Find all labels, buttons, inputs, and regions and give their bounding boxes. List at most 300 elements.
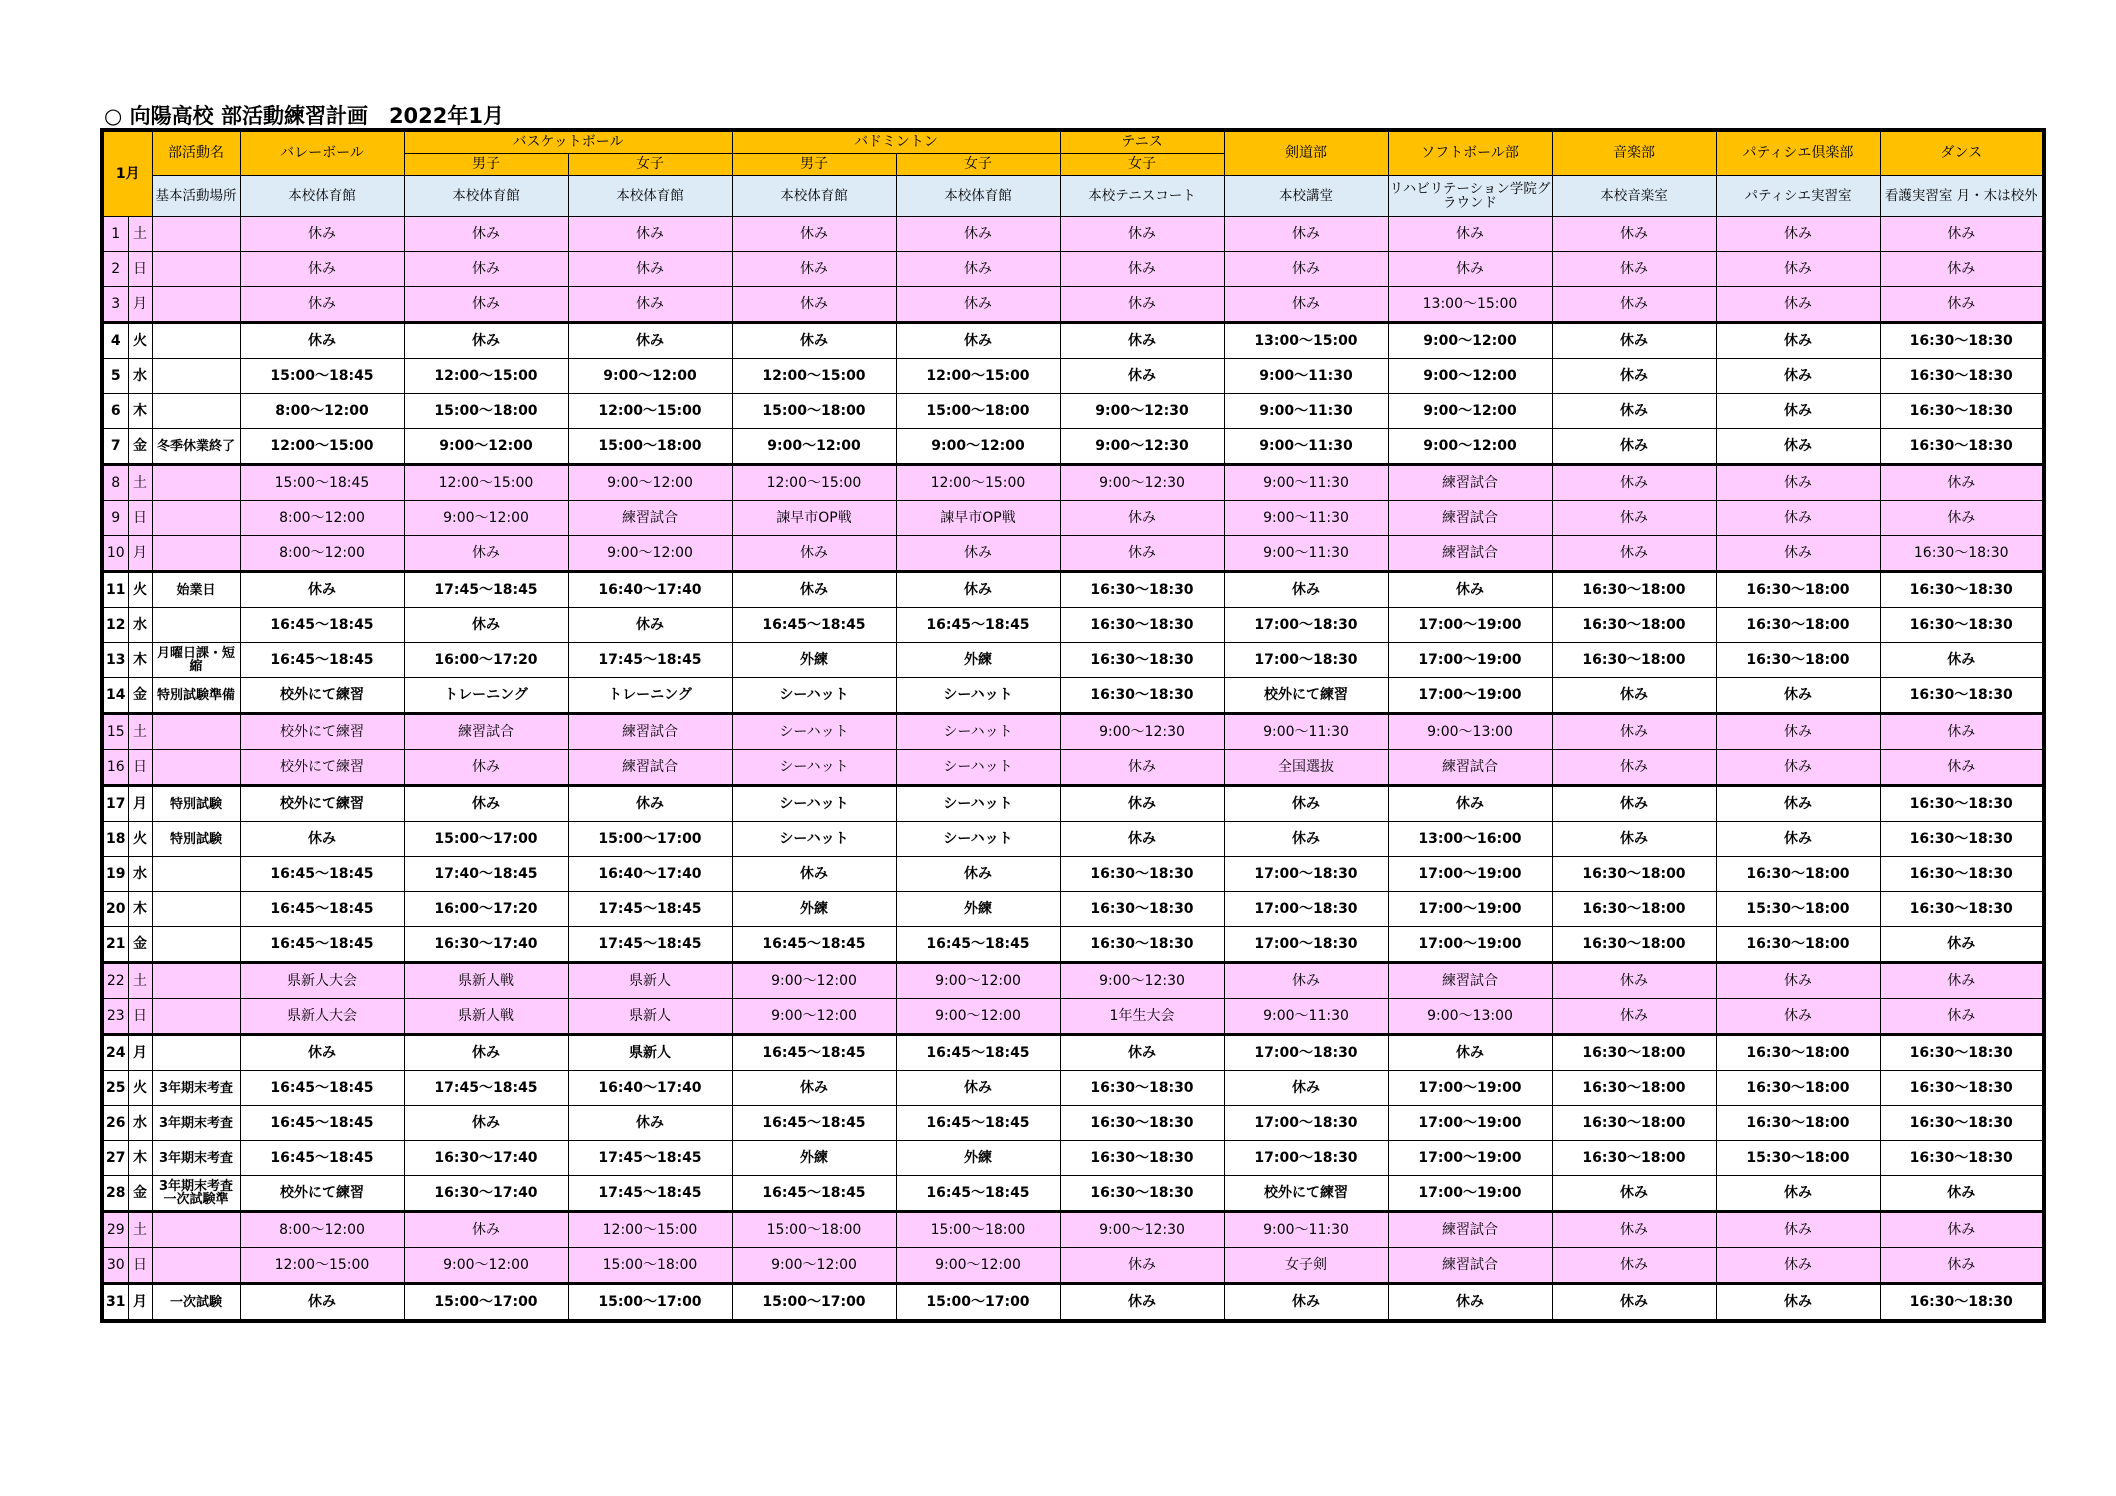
- schedule-cell: 休み: [896, 857, 1060, 892]
- schedule-cell: 9:00～12:00: [732, 999, 896, 1035]
- schedule-cell: 15:30～18:00: [1716, 1141, 1880, 1176]
- schedule-cell: 9:00～13:00: [1388, 999, 1552, 1035]
- page-title: ○ 向陽高校 部活動練習計画 2022年1月: [104, 104, 505, 128]
- schedule-cell: 休み: [1552, 501, 1716, 536]
- schedule-cell: シーハット: [732, 678, 896, 714]
- schedule-cell: 休み: [1552, 429, 1716, 465]
- weekday-label: 木: [128, 892, 152, 927]
- schedule-cell: 休み: [1552, 394, 1716, 429]
- schedule-cell: 休み: [404, 1106, 568, 1141]
- schedule-cell: 休み: [1880, 1248, 2044, 1284]
- schedule-cell: 休み: [240, 323, 404, 359]
- schedule-cell: 校外にて練習: [240, 678, 404, 714]
- schedule-cell: 16:40～17:40: [568, 1071, 732, 1106]
- schedule-cell: 16:30～18:00: [1716, 1071, 1880, 1106]
- schedule-cell: 17:00～19:00: [1388, 643, 1552, 678]
- schedule-cell: 17:45～18:45: [568, 927, 732, 963]
- schedule-cell: 練習試合: [1388, 465, 1552, 501]
- schedule-cell: 16:30～18:30: [1880, 608, 2044, 643]
- schedule-cell: 17:40～18:45: [404, 857, 568, 892]
- schedule-cell: 15:00～18:00: [568, 429, 732, 465]
- schedule-cell: 9:00～11:30: [1224, 359, 1388, 394]
- schedule-cell: 17:00～19:00: [1388, 927, 1552, 963]
- schedule-cell: トレーニング: [568, 678, 732, 714]
- schedule-cell: 16:30～18:00: [1552, 927, 1716, 963]
- schedule-cell: 休み: [896, 217, 1060, 252]
- schedule-cell: 県新人戦: [404, 999, 568, 1035]
- schedule-cell: 16:30～18:00: [1716, 1035, 1880, 1071]
- day-number: 1: [102, 217, 128, 252]
- schedule-cell: 15:00～18:00: [732, 1212, 896, 1248]
- schedule-cell: 17:00～18:30: [1224, 927, 1388, 963]
- table-row: [102, 1035, 2044, 1071]
- weekday-label: 日: [128, 750, 152, 786]
- schedule-cell: 休み: [732, 857, 896, 892]
- weekday-label: 金: [128, 429, 152, 465]
- club-header: パティシエ倶楽部: [1716, 130, 1880, 176]
- weekday-label: 水: [128, 1106, 152, 1141]
- weekday-label: 火: [128, 572, 152, 608]
- schedule-cell: 17:45～18:45: [568, 1176, 732, 1212]
- schedule-cell: 12:00～15:00: [568, 394, 732, 429]
- schedule-cell: 9:00～12:00: [732, 1248, 896, 1284]
- schedule-cell: 休み: [896, 1071, 1060, 1106]
- schedule-cell: 9:00～12:00: [1388, 394, 1552, 429]
- schedule-cell: 休み: [1388, 1284, 1552, 1322]
- schedule-cell: 休み: [1224, 1071, 1388, 1106]
- schedule-note: 特別試験準備: [152, 678, 240, 714]
- day-number: 9: [102, 501, 128, 536]
- schedule-note: [152, 501, 240, 536]
- schedule-cell: 休み: [1716, 999, 1880, 1035]
- schedule-cell: 15:00～17:00: [732, 1284, 896, 1322]
- schedule-cell: 校外にて練習: [240, 750, 404, 786]
- schedule-cell: 15:00～17:00: [568, 1284, 732, 1322]
- schedule-cell: 校外にて練習: [240, 1176, 404, 1212]
- schedule-cell: 外練: [896, 892, 1060, 927]
- schedule-cell: 16:45～18:45: [240, 892, 404, 927]
- club-header: 音楽部: [1552, 130, 1716, 176]
- schedule-cell: 16:30～18:00: [1552, 643, 1716, 678]
- schedule-cell: 16:45～18:45: [240, 927, 404, 963]
- schedule-cell: 休み: [1060, 217, 1224, 252]
- schedule-cell: 16:30～17:40: [404, 927, 568, 963]
- schedule-cell: 15:00～18:00: [568, 1248, 732, 1284]
- schedule-cell: 休み: [1552, 1212, 1716, 1248]
- schedule-cell: 16:30～17:40: [404, 1141, 568, 1176]
- schedule-cell: 9:00～12:00: [568, 536, 732, 572]
- schedule-cell: 休み: [240, 1284, 404, 1322]
- schedule-cell: 17:00～18:30: [1224, 643, 1388, 678]
- day-number: 24: [102, 1035, 128, 1071]
- schedule-cell: 13:00～15:00: [1388, 287, 1552, 323]
- table-row: [102, 252, 2044, 287]
- schedule-cell: 休み: [568, 786, 732, 822]
- schedule-cell: 県新人: [568, 963, 732, 999]
- schedule-cell: 9:00～11:30: [1224, 1212, 1388, 1248]
- club-header: テニス: [1060, 130, 1224, 154]
- schedule-cell: 練習試合: [568, 714, 732, 750]
- schedule-cell: 9:00～12:30: [1060, 465, 1224, 501]
- schedule-cell: 15:00～18:45: [240, 465, 404, 501]
- schedule-note: 3年期末考査: [152, 1071, 240, 1106]
- schedule-cell: 休み: [1716, 1284, 1880, 1322]
- schedule-cell: 休み: [1880, 999, 2044, 1035]
- schedule-cell: 校外にて練習: [240, 714, 404, 750]
- weekday-label: 水: [128, 608, 152, 643]
- schedule-cell: 休み: [1552, 1176, 1716, 1212]
- place-cell: 本校体育館: [404, 176, 568, 217]
- schedule-cell: 9:00～12:00: [404, 501, 568, 536]
- schedule-cell: 休み: [1716, 359, 1880, 394]
- schedule-cell: 16:30～17:40: [404, 1176, 568, 1212]
- schedule-cell: 8:00～12:00: [240, 536, 404, 572]
- weekday-label: 土: [128, 1212, 152, 1248]
- schedule-cell: 休み: [240, 252, 404, 287]
- schedule-cell: 16:30～18:30: [1880, 429, 2044, 465]
- club-header: バスケットボール: [404, 130, 732, 154]
- place-label: 基本活動場所: [152, 176, 240, 217]
- table-row: [102, 429, 2044, 465]
- schedule-cell: 16:30～18:30: [1880, 1071, 2044, 1106]
- schedule-cell: 16:45～18:45: [732, 1106, 896, 1141]
- schedule-cell: 16:45～18:45: [240, 643, 404, 678]
- schedule-cell: 17:00～18:30: [1224, 1141, 1388, 1176]
- schedule-cell: 9:00～12:30: [1060, 714, 1224, 750]
- schedule-cell: トレーニング: [404, 678, 568, 714]
- schedule-cell: 15:30～18:00: [1716, 892, 1880, 927]
- schedule-cell: 休み: [1552, 359, 1716, 394]
- schedule-cell: 17:00～18:30: [1224, 1035, 1388, 1071]
- weekday-label: 土: [128, 465, 152, 501]
- schedule-cell: 16:45～18:45: [896, 1035, 1060, 1071]
- schedule-cell: 休み: [1552, 1284, 1716, 1322]
- schedule-cell: 12:00～15:00: [896, 359, 1060, 394]
- table-row: [102, 1141, 2044, 1176]
- schedule-cell: 休み: [1880, 927, 2044, 963]
- schedule-cell: 休み: [1716, 287, 1880, 323]
- schedule-cell: 9:00～12:00: [896, 1248, 1060, 1284]
- schedule-note: [152, 1035, 240, 1071]
- schedule-cell: シーハット: [896, 822, 1060, 857]
- schedule-cell: 15:00～18:00: [896, 1212, 1060, 1248]
- schedule-cell: 休み: [1060, 323, 1224, 359]
- schedule-cell: 休み: [1716, 465, 1880, 501]
- schedule-cell: 16:30～18:00: [1552, 892, 1716, 927]
- schedule-cell: 休み: [1716, 750, 1880, 786]
- schedule-cell: 休み: [1552, 287, 1716, 323]
- schedule-cell: 16:30～18:30: [1060, 608, 1224, 643]
- schedule-cell: 休み: [1880, 750, 2044, 786]
- schedule-cell: 12:00～15:00: [404, 359, 568, 394]
- schedule-cell: 外練: [896, 1141, 1060, 1176]
- weekday-label: 月: [128, 1284, 152, 1322]
- schedule-cell: 休み: [1388, 572, 1552, 608]
- day-number: 31: [102, 1284, 128, 1322]
- schedule-note: 3年期末考査: [152, 1141, 240, 1176]
- schedule-cell: 1年生大会: [1060, 999, 1224, 1035]
- schedule-cell: 休み: [404, 217, 568, 252]
- schedule-cell: 9:00～12:00: [896, 999, 1060, 1035]
- table-row: [102, 359, 2044, 394]
- schedule-cell: 県新人: [568, 1035, 732, 1071]
- schedule-cell: 12:00～15:00: [896, 465, 1060, 501]
- schedule-cell: 16:30～18:30: [1060, 927, 1224, 963]
- schedule-cell: 休み: [1552, 750, 1716, 786]
- table-row: [102, 786, 2044, 822]
- weekday-label: 日: [128, 501, 152, 536]
- schedule-cell: 休み: [1880, 217, 2044, 252]
- schedule-cell: 16:30～18:30: [1880, 857, 2044, 892]
- place-cell: リハビリテーション学院グラウンド: [1388, 176, 1552, 217]
- schedule-cell: 17:00～19:00: [1388, 1176, 1552, 1212]
- day-number: 3: [102, 287, 128, 323]
- table-row: [102, 1284, 2044, 1322]
- schedule-cell: 女子剣: [1224, 1248, 1388, 1284]
- day-number: 16: [102, 750, 128, 786]
- schedule-cell: 休み: [1716, 1248, 1880, 1284]
- schedule-cell: 17:45～18:45: [404, 572, 568, 608]
- schedule-cell: 休み: [568, 252, 732, 287]
- schedule-cell: 休み: [1716, 963, 1880, 999]
- schedule-cell: 16:30～18:30: [1060, 892, 1224, 927]
- weekday-label: 日: [128, 1248, 152, 1284]
- schedule-cell: 休み: [1224, 1284, 1388, 1322]
- day-number: 18: [102, 822, 128, 857]
- club-header: バレーボール: [240, 130, 404, 176]
- schedule-cell: 8:00～12:00: [240, 501, 404, 536]
- club-header: ソフトボール部: [1388, 130, 1552, 176]
- schedule-cell: 休み: [1552, 217, 1716, 252]
- schedule-cell: 休み: [1552, 963, 1716, 999]
- place-cell: 本校体育館: [240, 176, 404, 217]
- schedule-note: [152, 750, 240, 786]
- schedule-cell: 休み: [1060, 822, 1224, 857]
- day-number: 28: [102, 1176, 128, 1212]
- schedule-cell: 16:30～18:30: [1880, 536, 2044, 572]
- schedule-cell: 16:00～17:20: [404, 643, 568, 678]
- schedule-cell: 休み: [1224, 963, 1388, 999]
- schedule-cell: 休み: [1552, 786, 1716, 822]
- schedule-cell: 9:00～11:30: [1224, 465, 1388, 501]
- schedule-cell: 15:00～18:45: [240, 359, 404, 394]
- schedule-cell: 16:30～18:00: [1716, 572, 1880, 608]
- schedule-cell: 16:40～17:40: [568, 857, 732, 892]
- schedule-cell: 休み: [1060, 1248, 1224, 1284]
- schedule-cell: 休み: [1060, 750, 1224, 786]
- schedule-cell: 休み: [896, 252, 1060, 287]
- day-number: 4: [102, 323, 128, 359]
- schedule-cell: 17:00～19:00: [1388, 1071, 1552, 1106]
- weekday-label: 土: [128, 963, 152, 999]
- schedule-cell: 休み: [1552, 1248, 1716, 1284]
- club-name-label: 部活動名: [152, 130, 240, 176]
- schedule-cell: 9:00～12:00: [404, 1248, 568, 1284]
- schedule-cell: 休み: [1552, 536, 1716, 572]
- schedule-cell: 16:30～18:30: [1880, 1141, 2044, 1176]
- schedule-cell: 9:00～12:30: [1060, 963, 1224, 999]
- schedule-cell: 県新人: [568, 999, 732, 1035]
- table-row: [102, 1176, 2044, 1212]
- place-cell: 本校体育館: [732, 176, 896, 217]
- table-row: [102, 822, 2044, 857]
- schedule-cell: 練習試合: [1388, 1248, 1552, 1284]
- schedule-cell: 9:00～11:30: [1224, 501, 1388, 536]
- schedule-cell: 13:00～16:00: [1388, 822, 1552, 857]
- table-row: [102, 643, 2044, 678]
- schedule-cell: 16:30～18:30: [1880, 678, 2044, 714]
- schedule-note: [152, 608, 240, 643]
- schedule-cell: 16:45～18:45: [240, 608, 404, 643]
- schedule-cell: 9:00～12:30: [1060, 429, 1224, 465]
- schedule-cell: 16:30～18:00: [1716, 608, 1880, 643]
- schedule-cell: 休み: [1552, 999, 1716, 1035]
- schedule-cell: 16:45～18:45: [896, 608, 1060, 643]
- schedule-cell: 練習試合: [1388, 1212, 1552, 1248]
- schedule-note: 特別試験: [152, 822, 240, 857]
- schedule-cell: 外練: [732, 1141, 896, 1176]
- schedule-cell: 休み: [1552, 822, 1716, 857]
- club-header: 剣道部: [1224, 130, 1388, 176]
- schedule-note: [152, 465, 240, 501]
- schedule-cell: 16:45～18:45: [240, 1141, 404, 1176]
- schedule-note: [152, 252, 240, 287]
- schedule-cell: 県新人大会: [240, 999, 404, 1035]
- day-number: 29: [102, 1212, 128, 1248]
- schedule-cell: 休み: [1716, 678, 1880, 714]
- schedule-cell: 9:00～12:00: [404, 429, 568, 465]
- schedule-cell: シーハット: [896, 678, 1060, 714]
- day-number: 27: [102, 1141, 128, 1176]
- weekday-label: 木: [128, 643, 152, 678]
- schedule-cell: 休み: [1552, 465, 1716, 501]
- schedule-cell: 休み: [1880, 1212, 2044, 1248]
- schedule-cell: 練習試合: [1388, 501, 1552, 536]
- day-number: 6: [102, 394, 128, 429]
- schedule-cell: 休み: [240, 287, 404, 323]
- schedule-cell: 16:30～18:30: [1060, 1071, 1224, 1106]
- schedule-cell: 休み: [404, 750, 568, 786]
- schedule-cell: 休み: [1224, 217, 1388, 252]
- schedule-cell: 16:45～18:45: [732, 927, 896, 963]
- schedule-cell: 16:30～18:00: [1552, 1071, 1716, 1106]
- place-cell: 本校音楽室: [1552, 176, 1716, 217]
- schedule-cell: 練習試合: [568, 750, 732, 786]
- schedule-cell: 休み: [1060, 359, 1224, 394]
- day-number: 8: [102, 465, 128, 501]
- table-row: [102, 927, 2044, 963]
- schedule-cell: 休み: [568, 287, 732, 323]
- schedule-cell: 17:00～19:00: [1388, 892, 1552, 927]
- schedule-cell: 16:45～18:45: [240, 857, 404, 892]
- schedule-cell: シーハット: [732, 822, 896, 857]
- schedule-note: [152, 892, 240, 927]
- schedule-cell: 休み: [1716, 323, 1880, 359]
- schedule-cell: 校外にて練習: [1224, 678, 1388, 714]
- schedule-cell: 休み: [1388, 1035, 1552, 1071]
- schedule-cell: 休み: [1224, 252, 1388, 287]
- weekday-label: 金: [128, 678, 152, 714]
- day-number: 11: [102, 572, 128, 608]
- table-row: [102, 750, 2044, 786]
- header-row-places: [102, 176, 2044, 217]
- place-cell: 本校テニスコート: [1060, 176, 1224, 217]
- schedule-cell: 15:00～17:00: [568, 822, 732, 857]
- schedule-cell: 休み: [1552, 252, 1716, 287]
- schedule-cell: 休み: [732, 1071, 896, 1106]
- schedule-cell: 休み: [404, 323, 568, 359]
- schedule-cell: 校外にて練習: [240, 786, 404, 822]
- schedule-cell: 休み: [1880, 643, 2044, 678]
- day-number: 25: [102, 1071, 128, 1106]
- schedule-cell: 外練: [732, 892, 896, 927]
- day-number: 14: [102, 678, 128, 714]
- schedule-note: [152, 287, 240, 323]
- schedule-cell: 16:30～18:30: [1060, 678, 1224, 714]
- schedule-cell: 練習試合: [1388, 963, 1552, 999]
- schedule-cell: 16:30～18:00: [1552, 1141, 1716, 1176]
- schedule-note: [152, 323, 240, 359]
- schedule-cell: 休み: [1060, 1284, 1224, 1322]
- table-row: [102, 465, 2044, 501]
- schedule-cell: 休み: [732, 252, 896, 287]
- schedule-cell: 練習試合: [1388, 536, 1552, 572]
- schedule-cell: シーハット: [732, 714, 896, 750]
- schedule-cell: 休み: [404, 608, 568, 643]
- table-row: [102, 501, 2044, 536]
- schedule-cell: 15:00～18:00: [404, 394, 568, 429]
- table-row: [102, 857, 2044, 892]
- schedule-cell: 9:00～12:00: [568, 359, 732, 394]
- schedule-cell: 15:00～18:00: [732, 394, 896, 429]
- schedule-cell: 12:00～15:00: [568, 1212, 732, 1248]
- schedule-cell: 休み: [1716, 252, 1880, 287]
- schedule-cell: 15:00～17:00: [404, 822, 568, 857]
- schedule-cell: 休み: [568, 323, 732, 359]
- table-row: [102, 536, 2044, 572]
- schedule-cell: 9:00～12:00: [1388, 359, 1552, 394]
- schedule-cell: 休み: [1060, 252, 1224, 287]
- schedule-cell: 9:00～12:30: [1060, 394, 1224, 429]
- schedule-cell: 全国選抜: [1224, 750, 1388, 786]
- schedule-cell: 9:00～12:00: [568, 465, 732, 501]
- table-row: [102, 1248, 2044, 1284]
- schedule-cell: 休み: [732, 323, 896, 359]
- schedule-note: [152, 714, 240, 750]
- schedule-cell: 16:30～18:30: [1880, 359, 2044, 394]
- schedule-note: [152, 217, 240, 252]
- schedule-cell: 16:30～18:30: [1880, 1284, 2044, 1322]
- schedule-cell: 16:30～18:00: [1552, 608, 1716, 643]
- schedule-cell: 練習試合: [404, 714, 568, 750]
- schedule-cell: 16:45～18:45: [896, 1106, 1060, 1141]
- weekday-label: 火: [128, 323, 152, 359]
- schedule-cell: シーハット: [896, 714, 1060, 750]
- schedule-cell: 休み: [1716, 1212, 1880, 1248]
- schedule-cell: 16:30～18:30: [1060, 857, 1224, 892]
- weekday-label: 水: [128, 359, 152, 394]
- schedule-cell: 休み: [1552, 678, 1716, 714]
- weekday-label: 月: [128, 536, 152, 572]
- schedule-cell: 16:30～18:30: [1880, 394, 2044, 429]
- division-header: 女子: [896, 154, 1060, 176]
- schedule-note: 一次試験: [152, 1284, 240, 1322]
- schedule-cell: 諫早市OP戦: [732, 501, 896, 536]
- schedule-cell: 休み: [404, 1212, 568, 1248]
- schedule-cell: 12:00～15:00: [732, 359, 896, 394]
- schedule-cell: 休み: [1716, 536, 1880, 572]
- schedule-cell: 休み: [1716, 217, 1880, 252]
